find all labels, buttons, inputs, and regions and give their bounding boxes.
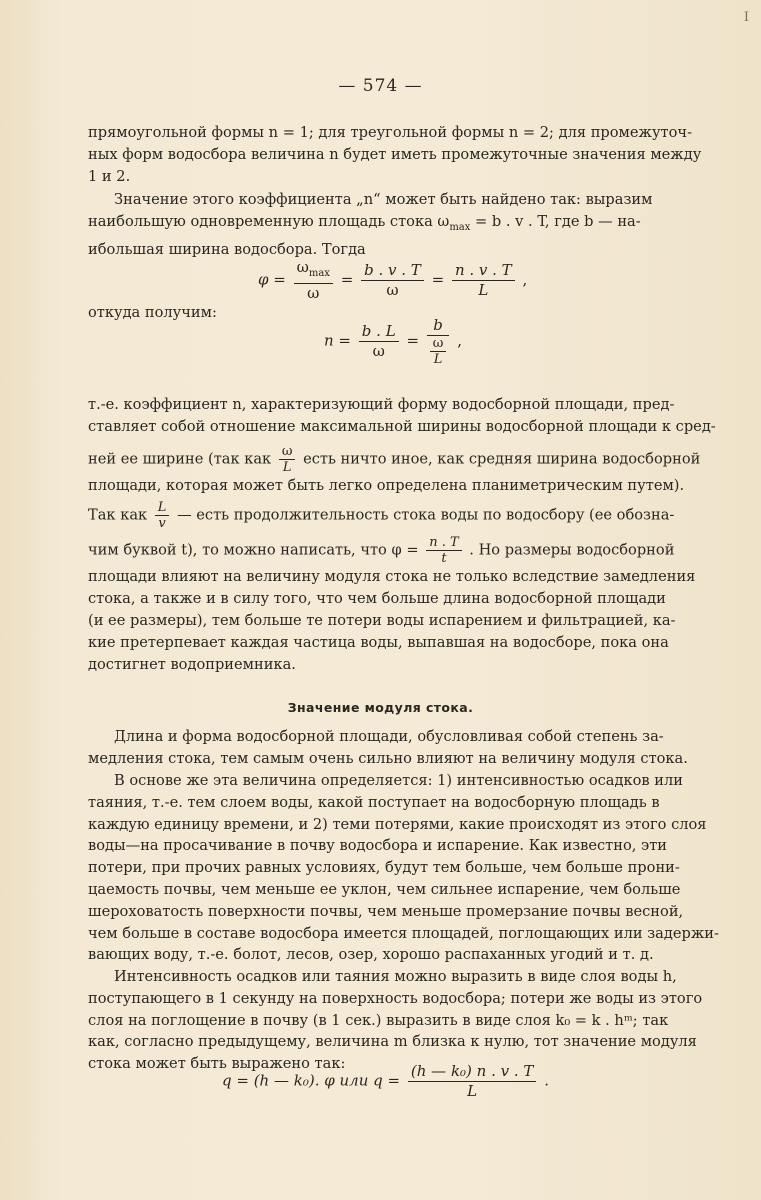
paragraph-2 bbox=[88, 189, 686, 260]
numerator: b bbox=[427, 316, 450, 336]
fraction bbox=[452, 261, 515, 300]
corner-mark: I bbox=[743, 10, 749, 25]
formula-lhs: n = bbox=[324, 331, 351, 350]
denominator: L bbox=[282, 459, 292, 475]
fraction bbox=[426, 535, 461, 566]
text-span: . Но размеры водосборной bbox=[469, 541, 675, 559]
paragraph-6 bbox=[88, 966, 703, 1075]
numerator: n . v . T bbox=[452, 261, 515, 281]
denominator bbox=[427, 336, 450, 367]
denominator: ω bbox=[307, 284, 320, 302]
text-line: ставляет собой отношение максимальной ширины водосборной площади к сред- bbox=[88, 417, 716, 435]
text-span: чим буквой t), то можно написать, что φ = bbox=[88, 541, 419, 559]
numerator: L bbox=[155, 500, 170, 516]
formula-phi bbox=[258, 258, 527, 303]
text-line: площади влияют на величину модуля стока не только вследствие замедления bbox=[88, 568, 696, 586]
numerator: ω bbox=[279, 444, 296, 460]
text-line: прямоугольной формы n = 1; для треугольной формы n = 2; для промежуточ- bbox=[88, 124, 692, 141]
fraction bbox=[279, 444, 296, 475]
text-line: В основе же эта величина определяется: 1) интенсивностью осадков или bbox=[114, 772, 683, 789]
fraction bbox=[155, 500, 170, 531]
formula-lhs: φ = bbox=[258, 270, 286, 289]
text-line bbox=[88, 443, 701, 475]
denominator: ω bbox=[386, 281, 399, 299]
text-line bbox=[88, 500, 686, 531]
text-line: т.-е. коэффициент n, характеризующий форму водосборной площади, пред- bbox=[88, 396, 675, 413]
paragraph-4 bbox=[88, 726, 686, 770]
text-line: таяния, т.-е. тем слоем воды, какой поступает на водосборную площадь в bbox=[88, 793, 660, 811]
denominator: ω bbox=[372, 342, 385, 360]
numerator bbox=[294, 258, 333, 284]
formula-n bbox=[324, 316, 462, 367]
numerator: ω bbox=[430, 336, 447, 352]
text-line: 1 и 2. bbox=[88, 167, 131, 185]
paragraph-1 bbox=[88, 122, 702, 187]
denominator: L bbox=[433, 352, 443, 367]
text-line: как, согласно предыдущему, величина m близка к нулю, тот значение модуля bbox=[88, 1033, 697, 1051]
text-line: Длина и форма водосборной площади, обусловливая собой степень за- bbox=[114, 728, 664, 745]
text-span: есть ничто иное, как средняя ширина водосборной bbox=[303, 450, 701, 468]
text-line: шероховатость поверхности почвы, чем меньше промерзание почвы весной, bbox=[88, 902, 684, 920]
comma: , bbox=[457, 331, 462, 350]
numerator: (h — k₀) n . v . T bbox=[408, 1062, 537, 1082]
text-line: ных форм водосбора величина n будет иметь промежуточные значения между bbox=[88, 145, 702, 163]
subscript: max bbox=[449, 221, 471, 233]
equals: = bbox=[431, 270, 445, 289]
section-title: Значение модуля стока. bbox=[287, 700, 474, 715]
equals: = bbox=[340, 270, 354, 289]
fraction bbox=[294, 258, 333, 303]
text-line: вающих воду, т.-е. болот, лесов, озер, хорошо распаханных угодий и т. д. bbox=[88, 946, 654, 964]
text-line: Значение этого коэффициента „n“ может быть найдено так: выразим bbox=[114, 191, 653, 208]
period: . bbox=[544, 1071, 549, 1090]
numerator: n . T bbox=[426, 535, 461, 551]
text-span: — есть продолжительность стока воды по водосбору (ее обозна- bbox=[177, 506, 675, 524]
paragraph-5 bbox=[88, 770, 719, 966]
numerator: b . L bbox=[359, 322, 399, 342]
text-line bbox=[88, 211, 686, 239]
denominator: L bbox=[478, 281, 489, 299]
denominator: t bbox=[441, 551, 447, 567]
text-line: потери, при прочих равных условиях, будут тем больше, чем больше прони- bbox=[88, 859, 680, 877]
text-span: Так как bbox=[88, 506, 148, 524]
text-span: наибольшую одновременную площадь стока ω bbox=[88, 212, 450, 230]
text-line: достигнет водоприемника. bbox=[88, 655, 296, 673]
comma: , bbox=[522, 270, 528, 289]
denominator: L bbox=[467, 1082, 478, 1100]
subscript: max bbox=[308, 268, 330, 279]
formula-lhs: q = (h — k₀). φ или q = bbox=[222, 1071, 401, 1090]
text-line: стока может быть выражено так: bbox=[88, 1055, 346, 1073]
paragraph-3 bbox=[88, 394, 716, 675]
text-line: откуда получим: bbox=[88, 304, 217, 321]
text-span: = b . v . T, где b — на- bbox=[470, 212, 641, 230]
formula-q bbox=[222, 1062, 549, 1101]
text-line: слоя на поглощение в почву (в 1 сек.) выразить в виде слоя k₀ = k . hᵐ; так bbox=[88, 1011, 669, 1029]
text-line: поступающего в 1 секунду на поверхность водосбора; потери же воды из этого bbox=[88, 989, 703, 1007]
text-line: каждую единицу времени, и 2) теми потерями, какие происходят из этого слоя bbox=[88, 815, 707, 833]
text-line: чем больше в составе водосбора имеется площадей, поглощающих или задержи- bbox=[88, 924, 719, 942]
text-line: воды—на просачивание в почву водосбора и испарение. Как известно, эти bbox=[88, 837, 668, 855]
num-text: ω bbox=[296, 258, 309, 276]
text-line: цаемость почвы, чем меньше ее уклон, чем сильнее испарение, чем больше bbox=[88, 880, 681, 898]
text-line: кие претерпевает каждая частица воды, выпавшая на водосборе, пока она bbox=[88, 633, 669, 651]
fraction bbox=[427, 316, 450, 367]
text-line: медления стока, тем самым очень сильно влияют на величину модуля стока. bbox=[88, 749, 688, 767]
text-line: (и ее размеры), тем больше те потери воды испарением и фильтрацией, ка- bbox=[88, 611, 676, 629]
text-line: стока, а также и в силу того, что чем больше длина водосборной площади bbox=[88, 590, 666, 608]
text-line: Интенсивность осадков или таяния можно выразить в виде слоя воды h, bbox=[114, 968, 677, 985]
equals: = bbox=[406, 331, 420, 350]
text-line: площади, которая может быть легко определена планиметрическим путем). bbox=[88, 476, 685, 494]
numerator: b . v . T bbox=[361, 261, 424, 281]
fraction bbox=[359, 322, 399, 361]
nested-fraction bbox=[430, 336, 447, 367]
text-line bbox=[88, 535, 686, 566]
fraction bbox=[361, 261, 424, 300]
text-line: ибольшая ширина водосбора. Тогда bbox=[88, 240, 366, 258]
fraction bbox=[408, 1062, 537, 1101]
page-number-header: — 574 — bbox=[338, 76, 423, 96]
denominator: v bbox=[158, 516, 166, 532]
text-span: ней ее ширине (так как bbox=[88, 450, 272, 468]
